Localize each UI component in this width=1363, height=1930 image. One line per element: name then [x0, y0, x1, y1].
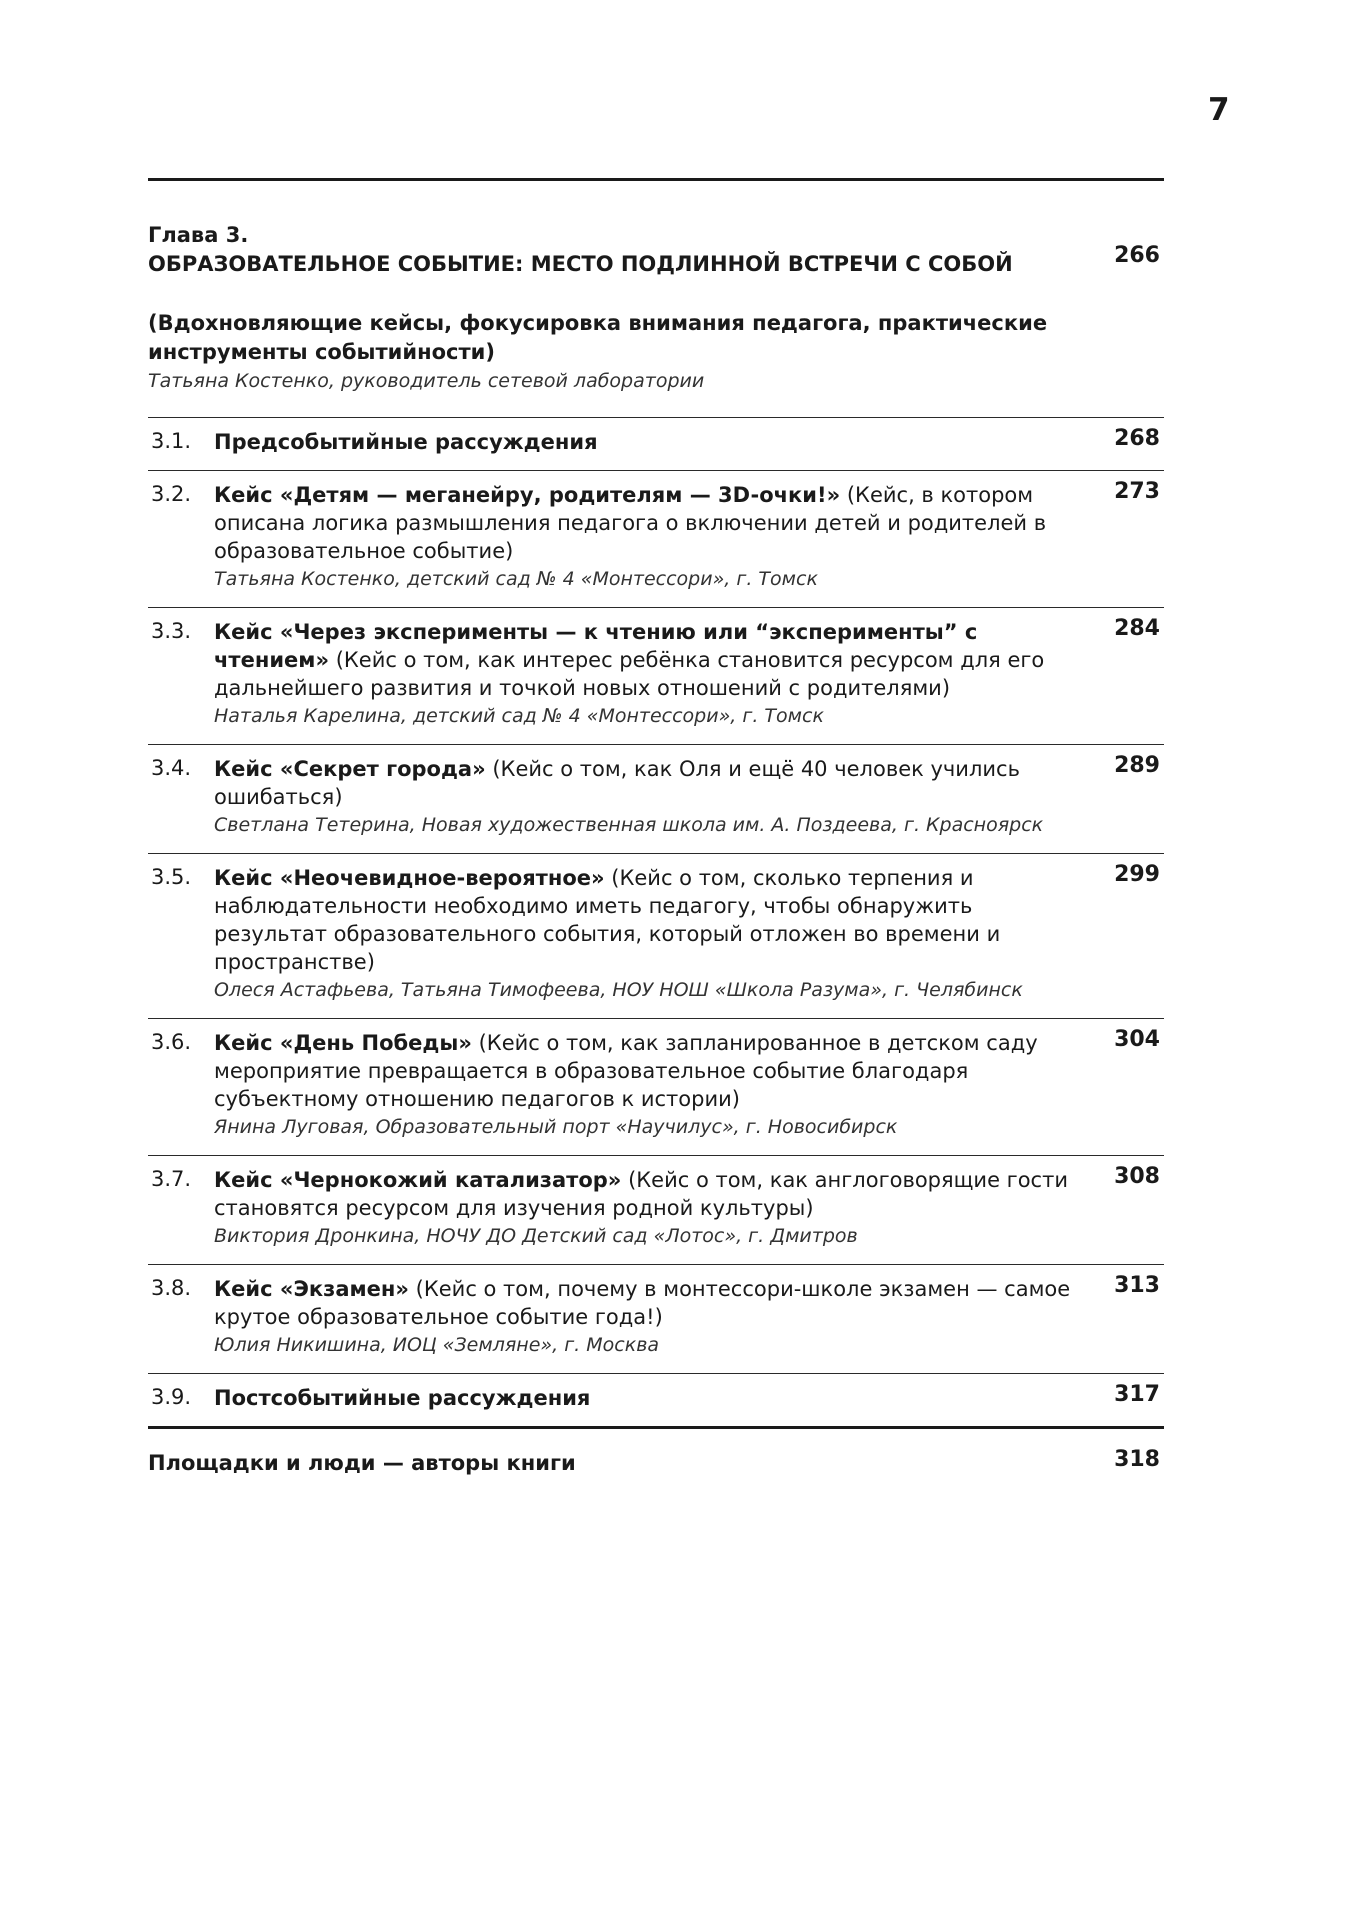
entry-number: 3.3.: [151, 619, 192, 643]
entry-title: Кейс «Чернокожий катализатор»: [214, 1168, 622, 1192]
entry-page-number: 299: [1114, 862, 1160, 887]
entry-author: Татьяна Костенко, детский сад № 4 «Монтессори», г. Томск: [214, 568, 818, 590]
final-entry-page: 318: [1114, 1447, 1160, 1472]
entry-text: [214, 428, 1086, 456]
entry-description: (Кейс о том, почему в монтессори-школе экзамен — самое крутое образовательное событие года!): [214, 1277, 1071, 1329]
entry-number: 3.1.: [151, 429, 192, 453]
entry-author: Олеся Астафьева, Татьяна Тимофеева, НОУ НОШ «Школа Разума», г. Челябинск: [214, 979, 1023, 1001]
entry-number: 3.5.: [151, 865, 192, 889]
chapter-author: Татьяна Костенко, руководитель сетевой лаборатории: [148, 370, 705, 392]
entry-number: 3.7.: [151, 1167, 192, 1191]
entry-page-number: 304: [1114, 1027, 1160, 1052]
entry-author: Янина Луговая, Образовательный порт «Научилус», г. Новосибирск: [214, 1116, 898, 1138]
entry-description: (Кейс, в котором описана логика размышления педагога о включении детей и родителей в образовательное событие): [214, 483, 1047, 563]
entry-page-number: 268: [1114, 426, 1160, 451]
entry-number: 3.6.: [151, 1030, 192, 1054]
entry-title: Кейс «Детям — меганейру, родителям — 3D-очки!»: [214, 483, 841, 507]
toc-entry[interactable]: [148, 1374, 1164, 1426]
chapter-title: ОБРАЗОВАТЕЛЬНОЕ СОБЫТИЕ: МЕСТО ПОДЛИННОЙ ВСТРЕЧИ С СОБОЙ: [148, 252, 1013, 276]
entry-number: 3.2.: [151, 482, 192, 506]
entry-text: [214, 1166, 1086, 1222]
entry-text: [214, 1275, 1086, 1331]
entry-title: Кейс «Экзамен»: [214, 1277, 409, 1301]
toc-entry[interactable]: [148, 1019, 1164, 1155]
entry-title: Кейс «День Победы»: [214, 1031, 472, 1055]
entry-author: Светлана Тетерина, Новая художественная школа им. А. Поздеева, г. Красноярск: [214, 814, 1044, 836]
entry-text: [214, 1029, 1086, 1113]
entry-description: (Кейс о том, как интерес ребёнка становится ресурсом для его дальнейшего развития и точкой новых отношений с родителями): [214, 648, 1045, 700]
chapter-description: (Вдохновляющие кейсы, фокусировка внимания педагога, практические инструменты событийности): [148, 311, 1048, 364]
entry-text: [214, 1384, 1086, 1412]
chapter-header: [148, 181, 1164, 417]
toc-entries: [148, 417, 1164, 1426]
entry-title: Предсобытийные рассуждения: [214, 430, 598, 454]
entry-title: Кейс «Неочевидное-вероятное»: [214, 866, 605, 890]
entry-author: Юлия Никишина, ИОЦ «Земляне», г. Москва: [214, 1334, 660, 1356]
entry-number: 3.4.: [151, 756, 192, 780]
entry-description: (Кейс о том, как запланированное в детском саду мероприятие превращается в образовательное событие благодаря субъектному отношению педагогов к истории): [214, 1031, 1038, 1111]
entry-author: Наталья Карелина, детский сад № 4 «Монтессори», г. Томск: [214, 705, 824, 727]
entry-text: [214, 618, 1086, 702]
entry-page-number: 317: [1114, 1382, 1160, 1407]
toc-entry[interactable]: [148, 608, 1164, 744]
entry-text: [214, 481, 1086, 565]
entry-page-number: 308: [1114, 1164, 1160, 1189]
toc-entry[interactable]: [148, 854, 1164, 1018]
entry-text: [214, 755, 1086, 811]
entry-title: Постсобытийные рассуждения: [214, 1386, 591, 1410]
entry-author: Виктория Дронкина, НОЧУ ДО Детский сад «Лотос», г. Дмитров: [214, 1225, 858, 1247]
entry-number: 3.9.: [151, 1385, 192, 1409]
page-number: 7: [1208, 92, 1230, 128]
entry-text: [214, 864, 1086, 976]
entry-title: Кейс «Через эксперименты — к чтению или “эксперименты” с чтением»: [214, 620, 978, 672]
toc-entry[interactable]: [148, 1156, 1164, 1264]
chapter-label: Глава 3.: [148, 223, 249, 247]
chapter-page-number: 266: [1114, 243, 1160, 268]
table-of-contents: [148, 178, 1164, 1477]
toc-entry[interactable]: [148, 471, 1164, 607]
toc-final-entry[interactable]: [148, 1429, 1164, 1477]
toc-entry[interactable]: [148, 745, 1164, 853]
entry-page-number: 313: [1114, 1273, 1160, 1298]
entry-description: (Кейс о том, сколько терпения и наблюдательности необходимо иметь педагогу, чтобы обнаружить результат образовательного события, который отложен во времени и пространстве): [214, 866, 1001, 974]
final-entry-title: Площадки и люди — авторы книги: [148, 1451, 576, 1475]
toc-entry[interactable]: [148, 418, 1164, 470]
entry-page-number: 284: [1114, 616, 1160, 641]
entry-number: 3.8.: [151, 1276, 192, 1300]
entry-page-number: 289: [1114, 753, 1160, 778]
entry-description: (Кейс о том, как англоговорящие гости становятся ресурсом для изучения родной культуры): [214, 1168, 1068, 1220]
entry-page-number: 273: [1114, 479, 1160, 504]
entry-title: Кейс «Секрет города»: [214, 757, 486, 781]
toc-entry[interactable]: [148, 1265, 1164, 1373]
entry-description: (Кейс о том, как Оля и ещё 40 человек учились ошибаться): [214, 757, 1020, 809]
